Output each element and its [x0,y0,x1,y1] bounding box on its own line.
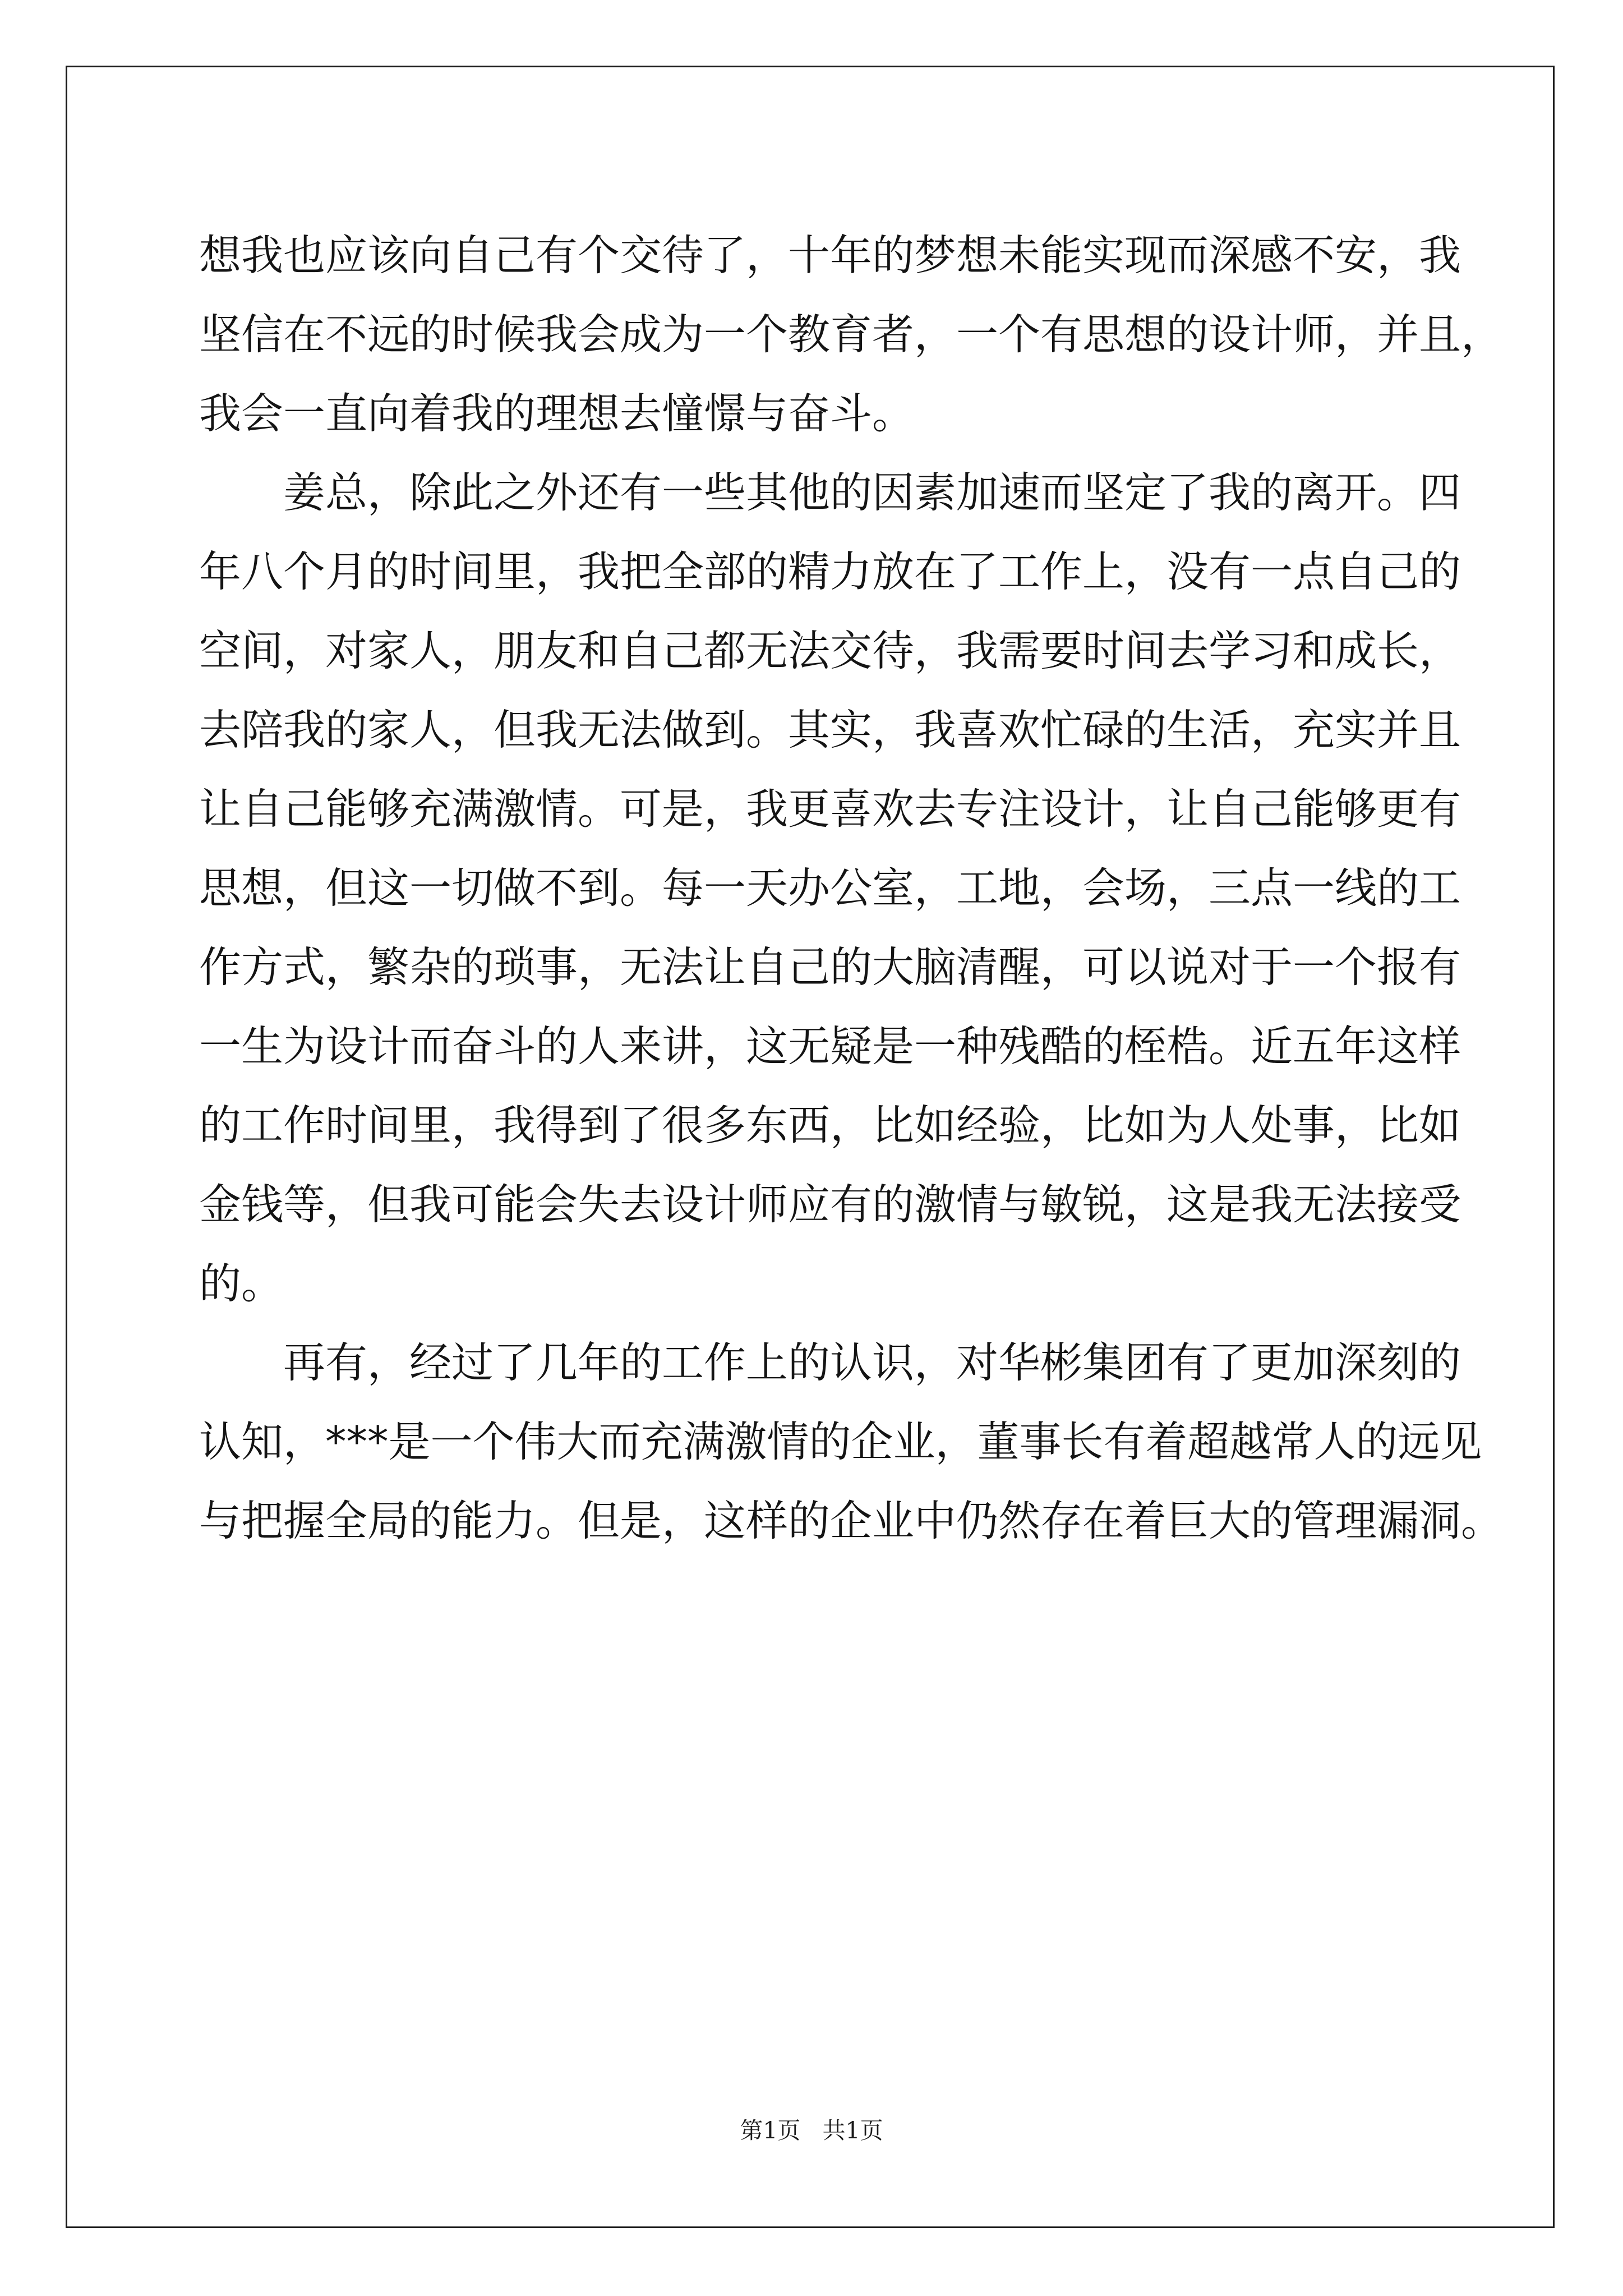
paragraph [199,1323,1504,1561]
text-line: 年八个月的时间里，我把全部的精力放在了工作上，没有一点自己的 [199,547,1461,596]
page-footer [0,2114,1623,2147]
text-line: 一生为设计而奋斗的人来讲，这无疑是一种残酷的桎梏。近五年这样 [199,1022,1461,1071]
text-line: 与把握全局的能力。但是，这样的企业中仍然存在着巨大的管理漏洞。 [199,1496,1504,1545]
text-line: 金钱等，但我可能会失去设计师应有的激情与敏锐，这是我无法接受 [199,1180,1461,1229]
page-number: 第1页 [740,2117,801,2144]
text-line: 姜总，除此之外还有一些其他的因素加速而坚定了我的离开。四 [283,468,1461,517]
text-line: 思想，但这一切做不到。每一天办公室，工地，会场，三点一线的工 [199,863,1461,913]
page-total: 共1页 [822,2117,883,2144]
text-line: 空间，对家人，朋友和自己都无法交待，我需要时间去学习和成长， [199,626,1461,675]
text-line: 让自己能够充满激情。可是，我更喜欢去专注设计，让自己能够更有 [199,784,1461,834]
text-line: 的。 [199,1259,284,1308]
text-line: 作方式，繁杂的琐事，无法让自己的大脑清醒，可以说对于一个报有 [199,942,1461,992]
text-line: 想我也应该向自己有个交待了，十年的梦想未能实现而深感不安，我 [199,231,1461,280]
paragraph [199,453,1461,1323]
document-body [199,216,1504,1561]
text-line: 去陪我的家人，但我无法做到。其实，我喜欢忙碌的生活，充实并且 [199,705,1461,754]
paragraph [199,216,1504,453]
text-line: 再有，经过了几年的工作上的认识，对华彬集团有了更加深刻的 [283,1338,1461,1387]
text-line: 坚信在不远的时候我会成为一个教育者，一个有思想的设计师，并且， [199,310,1504,359]
text-line: 认知，***是一个伟大而充满激情的企业，董事长有着超越常人的远见 [199,1417,1482,1466]
text-line: 我会一直向着我的理想去憧憬与奋斗。 [199,389,915,438]
text-line: 的工作时间里，我得到了很多东西，比如经验，比如为人处事，比如 [199,1101,1461,1150]
